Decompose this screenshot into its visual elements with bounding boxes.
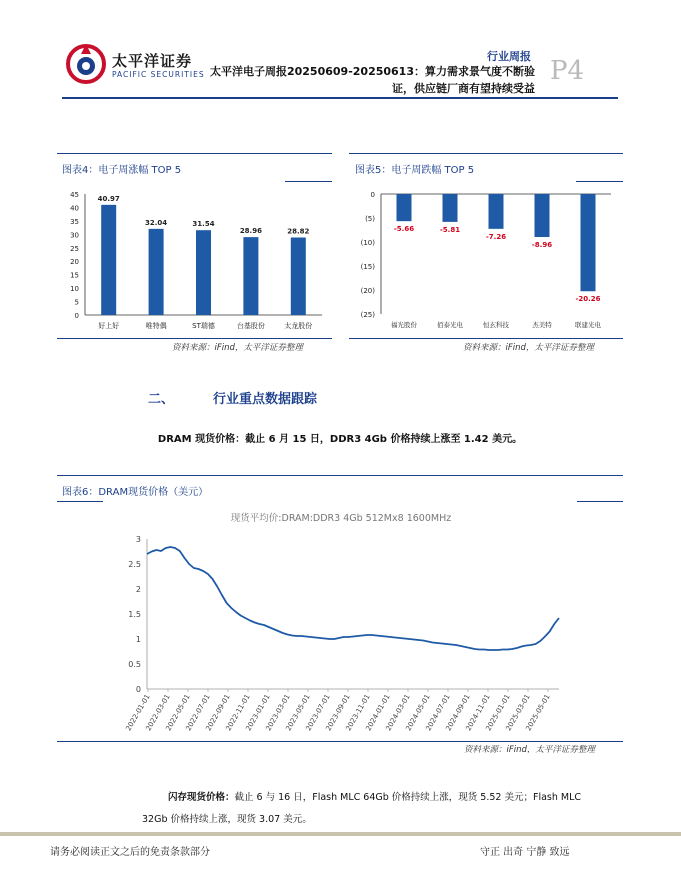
fig6-xtick-label: 2024-01-01 bbox=[364, 693, 392, 733]
fig5-value-label: -20.26 bbox=[575, 295, 601, 304]
fig4-bar bbox=[149, 229, 164, 315]
fig6-ytick-label: 1.5 bbox=[128, 610, 141, 619]
fig4-ytick-label: 45 bbox=[70, 191, 79, 199]
fig6-xtick-label: 2024-09-01 bbox=[444, 693, 472, 733]
fig4-value-label: 32.04 bbox=[145, 218, 168, 227]
fig6-xtick-label: 2022-01-01 bbox=[124, 693, 152, 733]
fig6-source: 资料来源：iFind，太平洋证券整理 bbox=[464, 745, 595, 755]
fig5-value-label: -7.26 bbox=[485, 232, 507, 241]
fig4-value-label: 40.97 bbox=[97, 194, 120, 203]
fig5-value-label: -5.66 bbox=[393, 225, 415, 234]
fig6-xtick-label: 2024-03-01 bbox=[384, 693, 412, 733]
fig5-ytick-label: (20) bbox=[360, 287, 375, 295]
fig4-value-label: 28.96 bbox=[239, 227, 262, 236]
section-title: 行业重点数据跟踪 bbox=[213, 392, 318, 407]
dram-paragraph: DRAM 现货价格：截止 6 月 15 日，DDR3 4Gb 价格持续上涨至 1.42 美元。 bbox=[157, 434, 523, 445]
fig4-ytick-label: 25 bbox=[70, 244, 79, 253]
fig5-bar bbox=[443, 194, 458, 222]
report-title-line2: 证，供应链厂商有望持续受益 bbox=[392, 82, 535, 95]
fig4-sub-rule bbox=[285, 181, 332, 182]
fig4-bar bbox=[196, 230, 211, 315]
fig6-series-line bbox=[147, 547, 559, 650]
fig6-title: 图表6：DRAM现货价格（美元） bbox=[62, 487, 209, 498]
company-logo bbox=[60, 36, 205, 92]
fig6-ytick-label: 0.5 bbox=[128, 660, 141, 669]
footer-motto: 守正 出奇 宁静 致远 bbox=[480, 847, 570, 858]
fig6-xtick-label: 2025-05-01 bbox=[524, 693, 552, 733]
fig6-bottom-rule bbox=[57, 741, 623, 742]
page-number: P4 bbox=[550, 56, 585, 86]
fig6-xtick-label: 2023-07-01 bbox=[304, 693, 332, 733]
flash-label: 闪存现货价格： bbox=[168, 792, 235, 803]
fig4-bar bbox=[101, 205, 116, 315]
fig6-chart-title: 现货平均价:DRAM:DDR3 4Gb 512Mx8 1600MHz bbox=[230, 513, 452, 524]
logo-text-cn: 太平洋证券 bbox=[112, 52, 193, 70]
fig4-category-label: 太龙股份 bbox=[284, 322, 313, 330]
fig6-xtick-label: 2023-05-01 bbox=[284, 693, 312, 733]
fig6-line-chart bbox=[57, 505, 623, 739]
fig6-xtick-label: 2023-09-01 bbox=[324, 693, 352, 733]
fig5-ytick-label: 0 bbox=[370, 191, 375, 199]
fig4-category-label: 台基股份 bbox=[236, 322, 265, 330]
fig6-xtick-label: 2023-11-01 bbox=[344, 693, 372, 733]
pacific-logo-icon bbox=[64, 40, 108, 84]
flash-paragraph-line1 bbox=[168, 789, 581, 803]
fig6-xtick-label: 2024-07-01 bbox=[424, 693, 452, 733]
fig4-ytick-label: 15 bbox=[70, 271, 79, 280]
fig5-value-label: -8.96 bbox=[531, 241, 553, 250]
fig4-top-rule bbox=[57, 153, 332, 154]
logo-text-en: PACIFIC SECURITIES bbox=[112, 70, 205, 79]
fig6-xtick-label: 2025-03-01 bbox=[504, 693, 532, 733]
fig6-xtick-label: 2024-05-01 bbox=[404, 693, 432, 733]
fig4-bar bbox=[243, 237, 258, 315]
fig4-category-label: 好上好 bbox=[98, 322, 120, 330]
fig4-bar bbox=[291, 238, 306, 315]
fig6-xtick-label: 2022-07-01 bbox=[184, 693, 212, 733]
fig4-ytick-label: 20 bbox=[70, 258, 79, 267]
fig4-title: 图表4：电子周涨幅 TOP 5 bbox=[62, 165, 182, 176]
footer-rule bbox=[0, 832, 681, 836]
fig5-category-label: 福光股份 bbox=[391, 321, 417, 329]
fig5-title: 图表5：电子周跌幅 TOP 5 bbox=[355, 165, 475, 176]
fig5-bar bbox=[397, 194, 412, 221]
fig6-xtick-label: 2023-03-01 bbox=[264, 693, 292, 733]
fig6-xtick-label: 2025-01-01 bbox=[484, 693, 512, 733]
fig4-ytick-label: 0 bbox=[74, 312, 79, 320]
fig6-xtick-label: 2024-11-01 bbox=[464, 693, 492, 733]
fig5-category-label: 联建光电 bbox=[575, 321, 601, 329]
fig5-value-label: -5.81 bbox=[439, 225, 461, 234]
fig4-value-label: 28.82 bbox=[287, 227, 310, 236]
fig4-ytick-label: 30 bbox=[70, 231, 79, 240]
fig5-ytick-label: (10) bbox=[360, 239, 375, 247]
fig4-category-label: 唯特偶 bbox=[145, 322, 167, 330]
fig5-bottom-rule bbox=[349, 338, 623, 339]
fig5-bar bbox=[535, 194, 550, 237]
flash-paragraph-line2: 32Gb 价格持续上涨，现货 3.07 美元。 bbox=[142, 814, 312, 825]
section-number: 二、 bbox=[148, 392, 175, 407]
fig5-ytick-label: (5) bbox=[365, 215, 375, 223]
fig6-ytick-label: 3 bbox=[135, 535, 141, 544]
report-type: 行业周报 bbox=[487, 50, 531, 63]
fig5-category-label: 佰泰光电 bbox=[437, 321, 463, 329]
flash-text-line1: 截止 6 与 16 日，Flash MLC 64Gb 价格持续上涨，现货 5.52 美元；Flash MLC bbox=[234, 792, 582, 803]
fig5-category-label: 杰美特 bbox=[532, 321, 552, 329]
report-title-line1: 太平洋电子周报20250609-20250613：算力需求景气度不断验 bbox=[209, 65, 535, 78]
fig4-ytick-label: 35 bbox=[70, 217, 79, 226]
fig4-bottom-rule bbox=[57, 338, 332, 339]
fig5-bar bbox=[489, 194, 504, 229]
fig6-ytick-label: 2 bbox=[135, 585, 141, 594]
fig4-ytick-label: 40 bbox=[70, 204, 79, 213]
fig6-xtick-label: 2023-01-01 bbox=[244, 693, 272, 733]
fig5-top-rule bbox=[349, 153, 623, 154]
fig5-ytick-label: (15) bbox=[360, 263, 375, 271]
fig5-bar-chart bbox=[349, 183, 623, 335]
fig4-ytick-label: 5 bbox=[74, 298, 79, 307]
fig4-value-label: 31.54 bbox=[192, 220, 215, 229]
fig4-bar-chart bbox=[57, 183, 332, 335]
fig6-xtick-label: 2022-11-01 bbox=[224, 693, 252, 733]
fig6-ytick-label: 2.5 bbox=[128, 560, 141, 569]
fig4-ytick-label: 10 bbox=[70, 285, 79, 294]
fig4-source: 资料来源：iFind，太平洋证券整理 bbox=[172, 343, 303, 353]
header-rule bbox=[62, 97, 618, 99]
fig6-ytick-label: 0 bbox=[135, 685, 141, 694]
fig6-ytick-label: 1 bbox=[135, 635, 141, 644]
fig6-xtick-label: 2022-05-01 bbox=[164, 693, 192, 733]
fig5-category-label: 恒玄科技 bbox=[483, 321, 509, 329]
fig6-sub-rule-left bbox=[57, 501, 103, 502]
fig6-xtick-label: 2022-03-01 bbox=[144, 693, 172, 733]
fig5-bar bbox=[581, 194, 596, 291]
fig6-top-rule bbox=[57, 475, 623, 476]
fig4-category-label: ST瑞德 bbox=[192, 322, 215, 330]
fig6-xtick-label: 2022-09-01 bbox=[204, 693, 232, 733]
fig5-ytick-label: (25) bbox=[360, 311, 375, 319]
fig6-sub-rule-right bbox=[577, 501, 623, 502]
footer-disclaimer: 请务必阅读正文之后的免责条款部分 bbox=[50, 847, 210, 858]
fig5-sub-rule bbox=[576, 181, 623, 182]
fig5-source: 资料来源：iFind，太平洋证券整理 bbox=[463, 343, 594, 353]
